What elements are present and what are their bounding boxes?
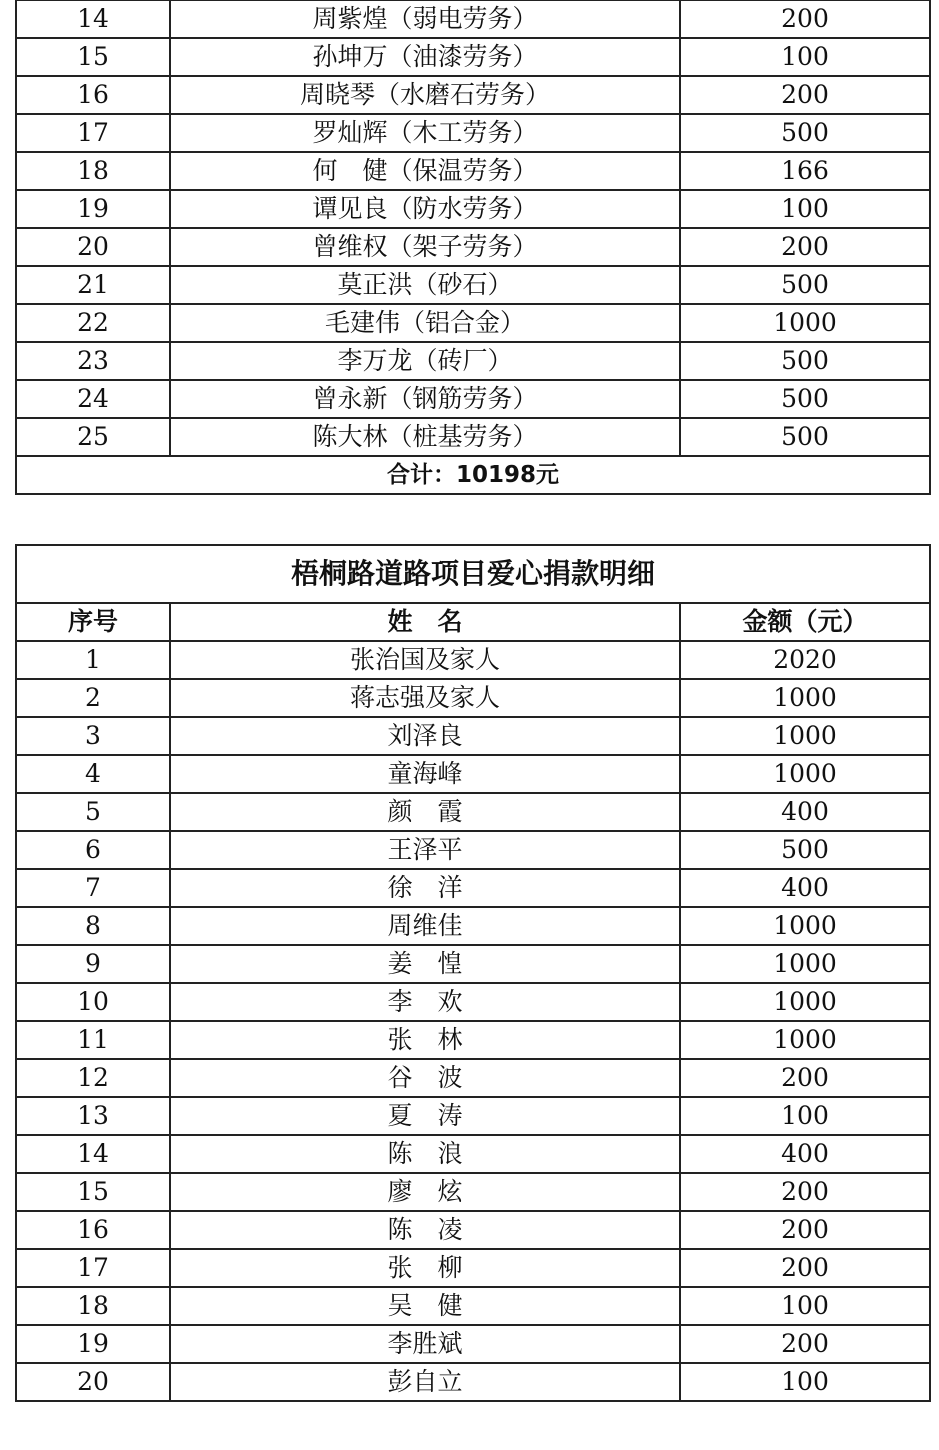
table-row xyxy=(16,76,930,114)
row-name-cell: 谭见良（防水劳务） xyxy=(170,190,680,228)
row-amount-cell: 1000 xyxy=(680,717,930,755)
row-seq-cell: 23 xyxy=(16,342,170,380)
row-amount-cell: 500 xyxy=(680,266,930,304)
row-seq-cell: 24 xyxy=(16,380,170,418)
table-row xyxy=(16,380,930,418)
row-name-cell: 罗灿辉（木工劳务） xyxy=(170,114,680,152)
row-seq-cell: 22 xyxy=(16,304,170,342)
table-row xyxy=(16,831,930,869)
table-row xyxy=(16,1287,930,1325)
row-amount-cell: 500 xyxy=(680,418,930,456)
table-row xyxy=(16,228,930,266)
table-row xyxy=(16,1211,930,1249)
table-row xyxy=(16,793,930,831)
row-name-cell: 童海峰 xyxy=(170,755,680,793)
row-amount-cell: 2020 xyxy=(680,641,930,679)
row-name-cell: 颜 霞 xyxy=(170,793,680,831)
row-name-cell: 张 柳 xyxy=(170,1249,680,1287)
row-amount-cell: 166 xyxy=(680,152,930,190)
row-amount-cell: 400 xyxy=(680,1135,930,1173)
row-seq-cell: 19 xyxy=(16,190,170,228)
row-name-cell: 陈 浪 xyxy=(170,1135,680,1173)
row-seq-cell: 7 xyxy=(16,869,170,907)
row-amount-cell: 1000 xyxy=(680,907,930,945)
row-name-cell: 李万龙（砖厂） xyxy=(170,342,680,380)
row-name-cell: 夏 涛 xyxy=(170,1097,680,1135)
table-row xyxy=(16,114,930,152)
row-amount-cell: 400 xyxy=(680,793,930,831)
table-row xyxy=(16,869,930,907)
row-name-cell: 张治国及家人 xyxy=(170,641,680,679)
table-row xyxy=(16,342,930,380)
table-header-row xyxy=(16,603,930,641)
table-row xyxy=(16,717,930,755)
row-seq-cell: 6 xyxy=(16,831,170,869)
table-row xyxy=(16,1,930,39)
donation-table-continued-body xyxy=(16,1,930,457)
table-title: 梧桐路道路项目爱心捐款明细 xyxy=(16,545,930,603)
row-seq-cell: 14 xyxy=(16,1,170,39)
row-name-cell: 廖 炫 xyxy=(170,1173,680,1211)
row-seq-cell: 12 xyxy=(16,1059,170,1097)
row-name-cell: 陈 凌 xyxy=(170,1211,680,1249)
row-seq-cell: 19 xyxy=(16,1325,170,1363)
row-amount-cell: 400 xyxy=(680,869,930,907)
row-amount-cell: 100 xyxy=(680,1097,930,1135)
row-amount-cell: 500 xyxy=(680,342,930,380)
table-row xyxy=(16,1059,930,1097)
row-seq-cell: 11 xyxy=(16,1021,170,1059)
wutong-road-donation-table xyxy=(15,544,931,1402)
table-row xyxy=(16,1173,930,1211)
table-row xyxy=(16,418,930,456)
row-amount-cell: 1000 xyxy=(680,755,930,793)
row-name-cell: 李胜斌 xyxy=(170,1325,680,1363)
row-amount-cell: 500 xyxy=(680,114,930,152)
table-row xyxy=(16,304,930,342)
row-name-cell: 莫正洪（砂石） xyxy=(170,266,680,304)
row-amount-cell: 1000 xyxy=(680,1021,930,1059)
row-amount-cell: 500 xyxy=(680,380,930,418)
row-amount-cell: 200 xyxy=(680,1211,930,1249)
row-name-cell: 周维佳 xyxy=(170,907,680,945)
row-name-cell: 刘泽良 xyxy=(170,717,680,755)
row-name-cell: 姜 惶 xyxy=(170,945,680,983)
row-seq-cell: 20 xyxy=(16,228,170,266)
row-amount-cell: 1000 xyxy=(680,945,930,983)
row-name-cell: 蒋志强及家人 xyxy=(170,679,680,717)
row-name-cell: 曾维权（架子劳务） xyxy=(170,228,680,266)
row-amount-cell: 200 xyxy=(680,228,930,266)
row-seq-cell: 18 xyxy=(16,1287,170,1325)
row-seq-cell: 16 xyxy=(16,76,170,114)
row-name-cell: 陈大林（桩基劳务） xyxy=(170,418,680,456)
table-row xyxy=(16,679,930,717)
row-seq-cell: 10 xyxy=(16,983,170,1021)
row-seq-cell: 20 xyxy=(16,1363,170,1401)
row-amount-cell: 200 xyxy=(680,1173,930,1211)
row-seq-cell: 3 xyxy=(16,717,170,755)
row-name-cell: 徐 洋 xyxy=(170,869,680,907)
row-name-cell: 王泽平 xyxy=(170,831,680,869)
header-amount: 金额（元） xyxy=(680,603,930,641)
row-amount-cell: 200 xyxy=(680,1,930,39)
row-seq-cell: 9 xyxy=(16,945,170,983)
total-label: 合计：10198元 xyxy=(16,456,930,494)
row-amount-cell: 1000 xyxy=(680,983,930,1021)
table-row xyxy=(16,152,930,190)
row-amount-cell: 200 xyxy=(680,1059,930,1097)
table-row xyxy=(16,1135,930,1173)
table-title-row xyxy=(16,545,930,603)
row-amount-cell: 200 xyxy=(680,1325,930,1363)
row-amount-cell: 1000 xyxy=(680,679,930,717)
table-row xyxy=(16,1021,930,1059)
row-name-cell: 周紫煌（弱电劳务） xyxy=(170,1,680,39)
row-seq-cell: 4 xyxy=(16,755,170,793)
header-name: 姓 名 xyxy=(170,603,680,641)
table-row xyxy=(16,1249,930,1287)
row-amount-cell: 200 xyxy=(680,76,930,114)
row-name-cell: 李 欢 xyxy=(170,983,680,1021)
row-amount-cell: 100 xyxy=(680,1363,930,1401)
donation-table-continued xyxy=(15,0,931,495)
row-name-cell: 何 健（保温劳务） xyxy=(170,152,680,190)
row-seq-cell: 8 xyxy=(16,907,170,945)
table-row xyxy=(16,983,930,1021)
row-amount-cell: 100 xyxy=(680,1287,930,1325)
row-name-cell: 孙坤万（油漆劳务） xyxy=(170,38,680,76)
table-row xyxy=(16,1325,930,1363)
table-row xyxy=(16,1363,930,1401)
table-row xyxy=(16,641,930,679)
table-row xyxy=(16,907,930,945)
row-name-cell: 彭自立 xyxy=(170,1363,680,1401)
wutong-road-donation-table-body xyxy=(16,641,930,1401)
row-seq-cell: 15 xyxy=(16,1173,170,1211)
row-seq-cell: 13 xyxy=(16,1097,170,1135)
row-seq-cell: 14 xyxy=(16,1135,170,1173)
table-row xyxy=(16,1097,930,1135)
row-seq-cell: 18 xyxy=(16,152,170,190)
row-seq-cell: 15 xyxy=(16,38,170,76)
header-seq: 序号 xyxy=(16,603,170,641)
row-seq-cell: 21 xyxy=(16,266,170,304)
row-seq-cell: 1 xyxy=(16,641,170,679)
total-row xyxy=(16,456,930,494)
table-row xyxy=(16,190,930,228)
row-amount-cell: 1000 xyxy=(680,304,930,342)
row-name-cell: 曾永新（钢筋劳务） xyxy=(170,380,680,418)
table-row xyxy=(16,755,930,793)
row-name-cell: 谷 波 xyxy=(170,1059,680,1097)
table-row xyxy=(16,266,930,304)
table-row xyxy=(16,945,930,983)
row-seq-cell: 5 xyxy=(16,793,170,831)
table-row xyxy=(16,38,930,76)
row-seq-cell: 2 xyxy=(16,679,170,717)
row-name-cell: 张 林 xyxy=(170,1021,680,1059)
row-amount-cell: 500 xyxy=(680,831,930,869)
row-name-cell: 周晓琴（水磨石劳务） xyxy=(170,76,680,114)
row-amount-cell: 100 xyxy=(680,190,930,228)
row-amount-cell: 200 xyxy=(680,1249,930,1287)
row-seq-cell: 25 xyxy=(16,418,170,456)
row-amount-cell: 100 xyxy=(680,38,930,76)
row-name-cell: 吴 健 xyxy=(170,1287,680,1325)
row-seq-cell: 17 xyxy=(16,1249,170,1287)
row-name-cell: 毛建伟（铝合金） xyxy=(170,304,680,342)
row-seq-cell: 17 xyxy=(16,114,170,152)
row-seq-cell: 16 xyxy=(16,1211,170,1249)
